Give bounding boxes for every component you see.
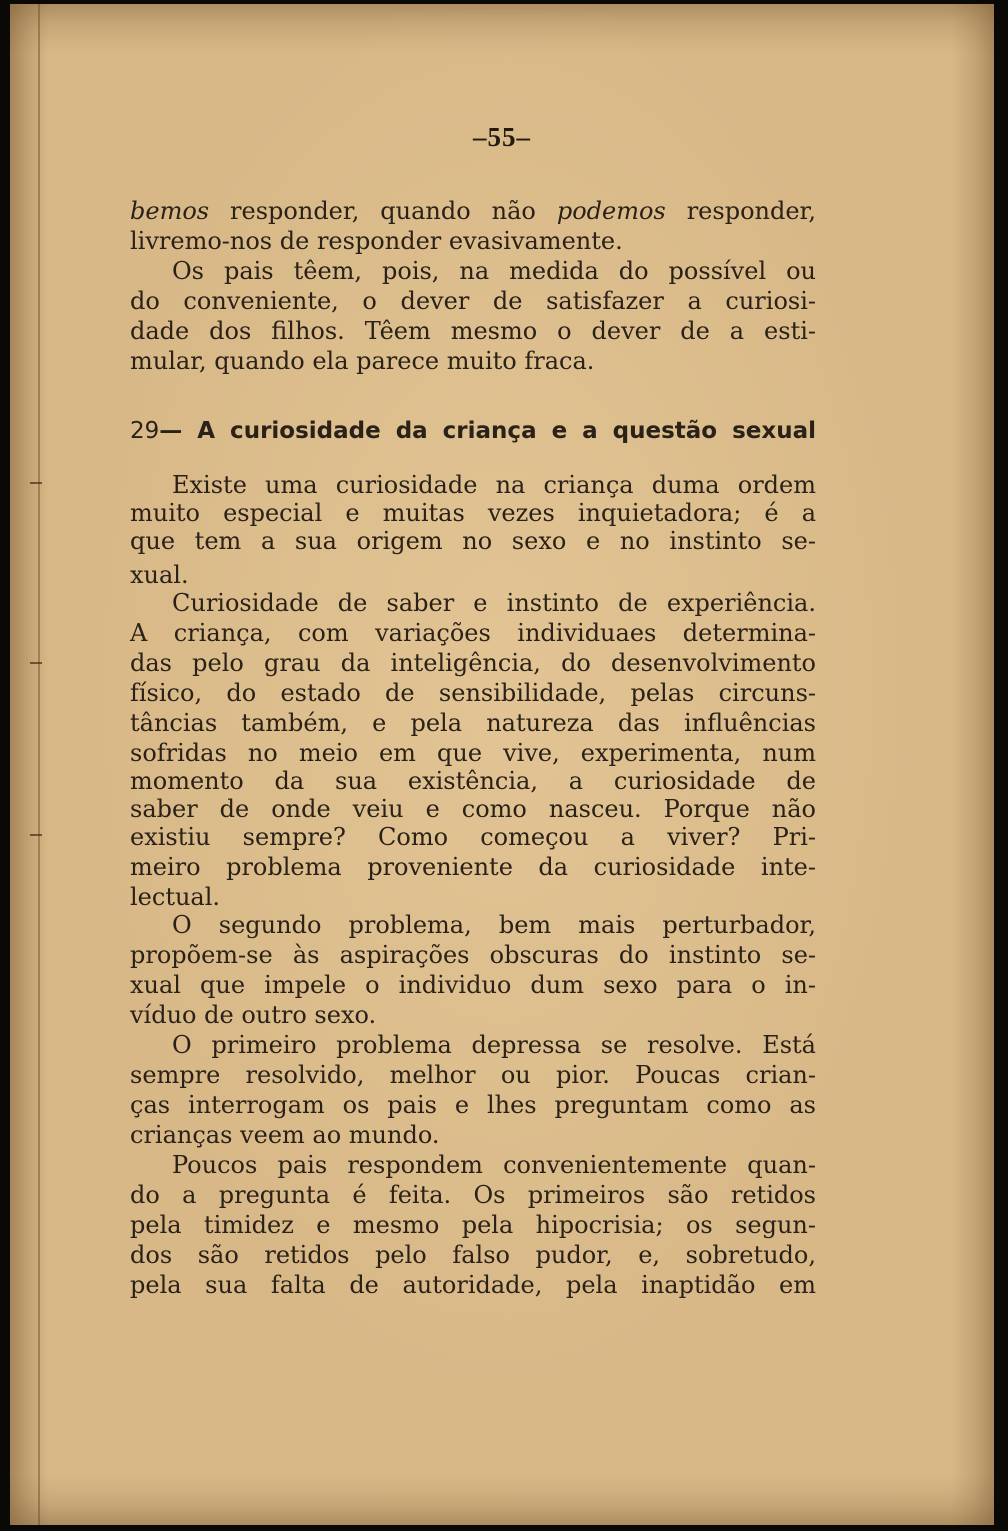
text-line: dade dos filhos. Têem mesmo o dever de a esti- [130, 317, 816, 345]
spine-fold [38, 4, 40, 1525]
text-line: que tem a sua origem no sexo e no instinto se- [130, 527, 816, 555]
text-line: propõem-se às aspirações obscuras do instinto se- [130, 941, 816, 969]
margin-mark [30, 662, 42, 664]
text-line: Curiosidade de saber e instinto de experiência. [172, 589, 816, 617]
text-line: sofridas no meio em que vive, experimenta, num [130, 739, 816, 767]
page-number: –55– [473, 122, 531, 152]
section-title: — A curiosidade da criança e a questão sexual [159, 418, 816, 444]
text-line: pela timidez e mesmo pela hipocrisia; os segun- [130, 1211, 816, 1239]
text-line: meiro problema proveniente da curiosidade inte- [130, 853, 816, 881]
text-line: físico, do estado de sensibilidade, pelas circuns- [130, 679, 816, 707]
text-line: do a pregunta é feita. Os primeiros são retidos [130, 1181, 816, 1209]
text-line: momento da sua existência, a curiosidade de [130, 767, 816, 795]
text-line: das pelo grau da inteligência, do desenvolvimento [130, 649, 816, 677]
text-line: Os pais têem, pois, na medida do possível ou [172, 257, 816, 285]
text-line: sempre resolvido, melhor ou pior. Poucas crian- [130, 1061, 816, 1089]
section-number: 29 [130, 418, 160, 444]
text-line [130, 196, 816, 226]
text-line: crianças veem ao mundo. [130, 1121, 440, 1149]
text-line: xual. [130, 561, 189, 589]
text-line: mular, quando ela parece muito fraca. [130, 347, 595, 375]
section-heading [130, 416, 816, 446]
text-span: responder, [665, 197, 817, 225]
text-line: muito especial e muitas vezes inquietadora; é a [130, 499, 816, 527]
text-line: existiu sempre? Como começou a viver? Pri- [130, 823, 816, 851]
text-line: Existe uma curiosidade na criança duma ordem [172, 471, 816, 499]
italic-word: podemos [556, 197, 666, 225]
text-line: O primeiro problema depressa se resolve. Está [172, 1031, 816, 1059]
text-line: tâncias também, e pela natureza das influências [130, 709, 816, 737]
text-line: livremo-nos de responder evasivamente. [130, 227, 623, 255]
margin-mark [30, 482, 42, 484]
text-span: responder, quando não [209, 197, 557, 225]
italic-word: bemos [130, 197, 210, 225]
text-line: Poucos pais respondem convenientemente quan- [172, 1151, 816, 1179]
text-line: xual que impele o individuo dum sexo para o in- [130, 971, 816, 999]
text-line: ças interrogam os pais e lhes preguntam como as [130, 1091, 816, 1119]
text-line: lectual. [130, 883, 221, 911]
text-line: O segundo problema, bem mais perturbador, [172, 911, 816, 939]
text-line: A criança, com variações individuaes determina- [130, 619, 816, 647]
text-line: pela sua falta de autoridade, pela inaptidão em [130, 1271, 816, 1299]
book-page [10, 4, 994, 1525]
text-line: víduo de outro sexo. [130, 1001, 377, 1029]
text-line: do conveniente, o dever de satisfazer a curiosi- [130, 287, 816, 315]
text-line: saber de onde veiu e como nasceu. Porque não [130, 795, 816, 823]
margin-mark [30, 834, 42, 836]
text-line: dos são retidos pelo falso pudor, e, sobretudo, [130, 1241, 816, 1269]
